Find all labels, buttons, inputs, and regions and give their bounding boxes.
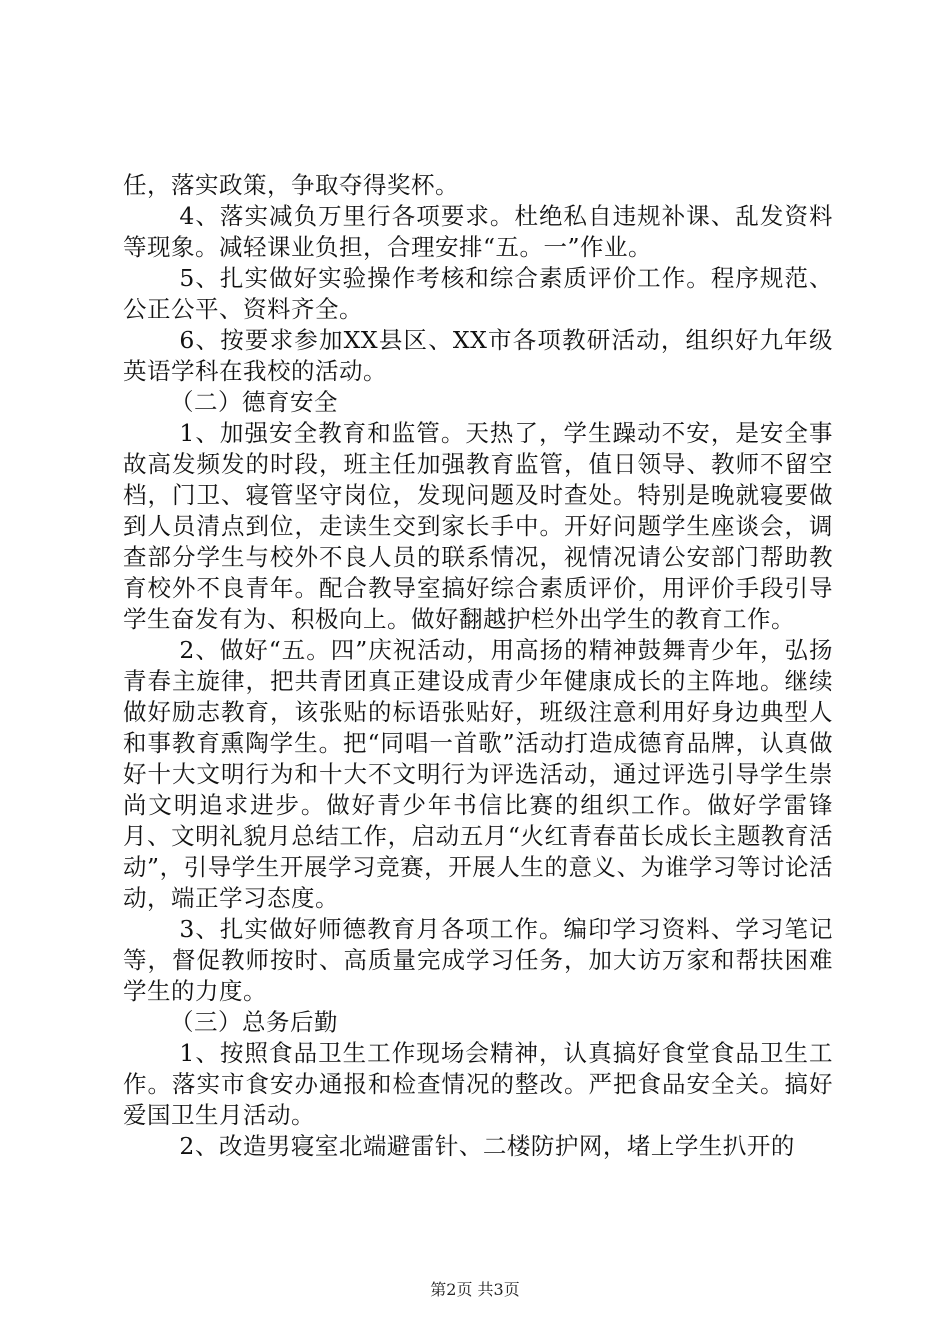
- paragraph-safety-2: 2、做好“五。四”庆祝活动，用高扬的精神鼓舞青少年，弘扬青春主旋律，把共青团真正建设成青少年健康成长的主阵地。继续做好励志教育，该张贴的标语张贴好，班级注意利用好身边典型人和事教育熏陶学生。把“同唱一首歌”活动打造成德育品牌，认真做好十大文明行为和十大不文明行为评选活动，通过评选引导学生崇尚文明追求进步。做好青少年书信比赛的组织工作。做好学雷锋月、文明礼貌月总结工作，启动五月“火红青春苗长成长主题教育活动”，引导学生开展学习竞赛，开展人生的意义、为谁学习等讨论活动，端正学习态度。: [123, 636, 833, 912]
- paragraph-logistics-2: 2、改造男寝室北端避雷针、二楼防护网，堵上学生扒开的: [179, 1132, 795, 1160]
- document-body: [123, 170, 833, 1162]
- paragraph-item-5: 5、扎实做好实验操作考核和综合素质评价工作。程序规范、公正公平、资料齐全。: [123, 264, 833, 323]
- section-heading-logistics: （三）总务后勤: [170, 1008, 338, 1036]
- paragraph-safety-1: 1、加强安全教育和监管。天热了，学生躁动不安，是安全事故高发频发的时段，班主任加强教育监管，值日领导、教师不留空档，门卫、寝管坚守岗位，发现问题及时查处。特别是晚就寝要做到人员清点到位，走读生交到家长手中。开好问题学生座谈会，调查部分学生与校外不良人员的联系情况，视情况请公安部门帮助教育校外不良青年。配合教导室搞好综合素质评价，用评价手段引导学生奋发有为、积极向上。做好翻越护栏外出学生的教育工作。: [123, 419, 833, 633]
- paragraph-continuation: 任，落实政策，争取夺得奖杯。: [123, 171, 459, 199]
- paragraph-item-4: 4、落实减负万里行各项要求。杜绝私自违规补课、乱发资料等现象。减轻课业负担，合理安排“五。一”作业。: [123, 202, 833, 261]
- paragraph-item-6: 6、按要求参加XX县区、XX市各项教研活动，组织好九年级英语学科在我校的活动。: [123, 326, 833, 385]
- paragraph-safety-3: 3、扎实做好师德教育月各项工作。编印学习资料、学习笔记等，督促教师按时、高质量完成学习任务，加大访万家和帮扶困难学生的力度。: [123, 915, 833, 1005]
- page-footer: 第2页 共3页: [430, 1280, 520, 1299]
- paragraph-logistics-1: 1、按照食品卫生工作现场会精神，认真搞好食堂食品卫生工作。落实市食安办通报和检查情况的整改。严把食品安全关。搞好爱国卫生月活动。: [123, 1039, 833, 1129]
- section-heading-moral-safety: （二）德育安全: [170, 388, 338, 416]
